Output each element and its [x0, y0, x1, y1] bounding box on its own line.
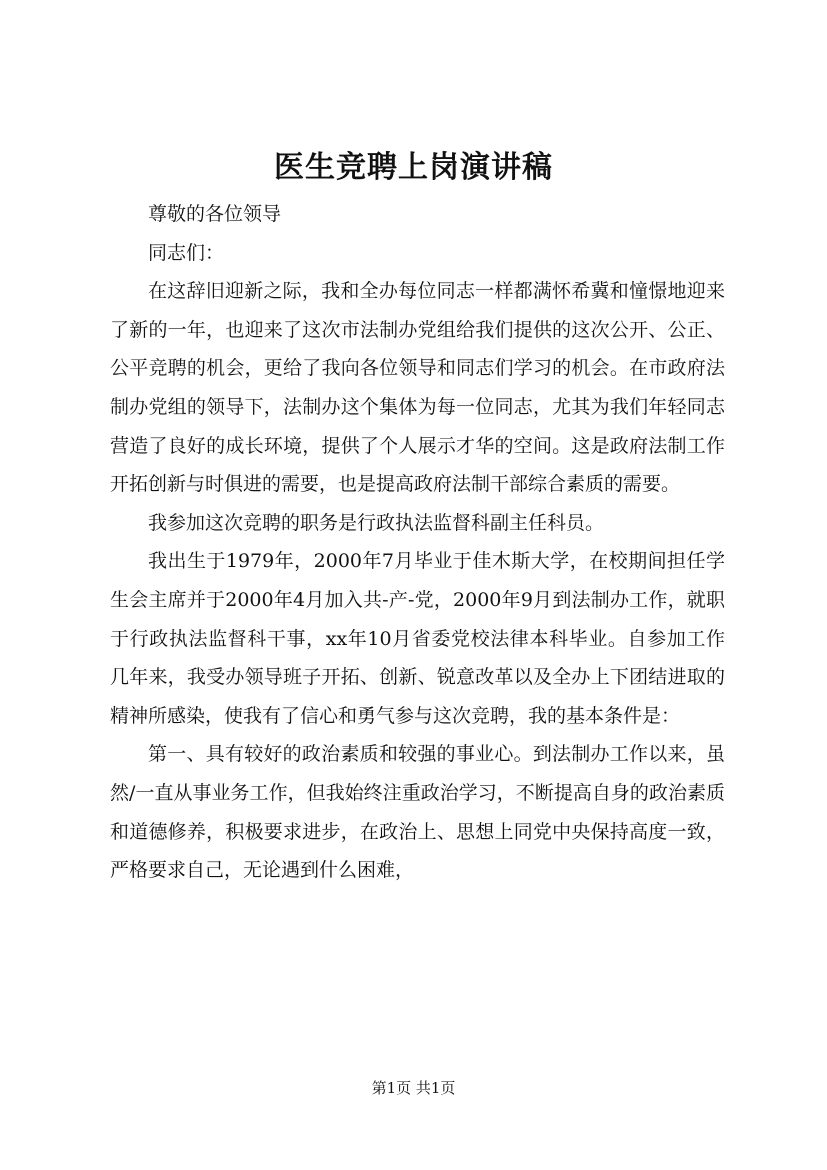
document-title: 医生竞聘上岗演讲稿 — [274, 150, 553, 185]
page-number-footer: 第1页 共1页 — [371, 1079, 456, 1097]
paragraph-2: 我参加这次竞聘的职务是行政执法监督科副主任科员。 — [148, 511, 605, 534]
greeting-leaders: 尊敬的各位领导 — [148, 203, 282, 225]
paragraph-3: 我出生于1979年，2000年7月毕业于佳木斯大学，在校期间担任学生会主席并于2000年4月加入共-产-党，2000年9月到法制办工作，就职于行政执法监督科干事，xx年10月省委党校法律本科毕业。自参加工作几年来，我受办领导班子开拓、创新、锐意改革以及全办上下团结进取的精神所感染，使我有了信心和勇气参与这次竞聘，我的基本条件是： — [110, 550, 725, 727]
paragraph-4: 第一、具有较好的政治素质和较强的事业心。到法制办工作以来，虽然/一直从事业务工作，但我始终注重政治学习，不断提高自身的政治素质和道德修养，积极要求进步，在政治上、思想上同党中央保持高度一致，严格要求自己，无论遇到什么困难， — [110, 743, 725, 882]
document-body — [110, 195, 725, 890]
greeting-comrades: 同志们： — [148, 241, 225, 264]
paragraph-1: 在这辞旧迎新之际，我和全办每位同志一样都满怀希冀和憧憬地迎来了新的一年，也迎来了这次市法制办党组给我们提供的这次公开、公正、公平竞聘的机会，更给了我向各位领导和同志们学习的机会。在市政府法制办党组的领导下，法制办这个集体为每一位同志，尤其为我们年轻同志营造了良好的成长环境，提供了个人展示才华的空间。这是政府法制工作开拓创新与时俱进的需要，也是提高政府法制干部综合素质的需要。 — [110, 280, 725, 496]
